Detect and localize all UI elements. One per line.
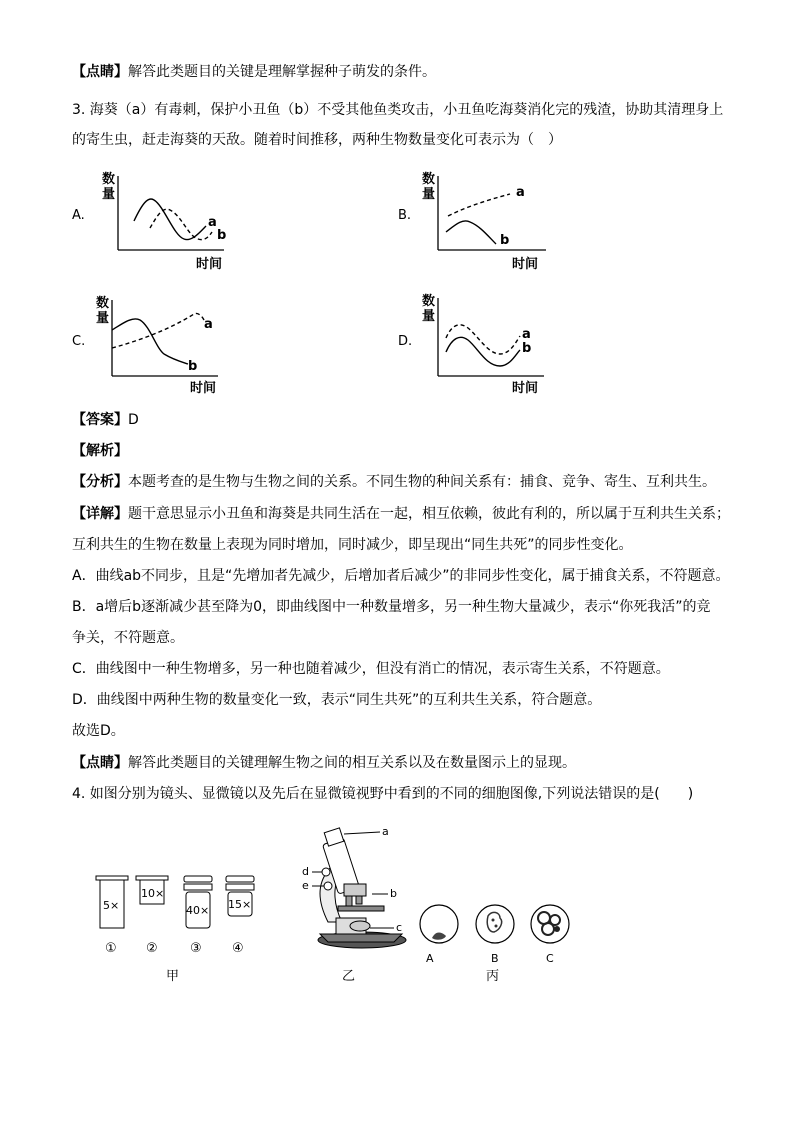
end-tip-text: 解答此类题目的关键理解生物之间的相互关系以及在数量图示上的显现。 [128, 755, 576, 771]
caption-bing: 丙 [486, 969, 500, 984]
graph-c-y-label-2: 量 [96, 311, 110, 326]
microscope-label-a: a [382, 825, 389, 838]
q3-option-c-label: C. [72, 334, 86, 349]
graph-a-series-b: b [217, 228, 227, 243]
graph-a [96, 166, 236, 274]
graph-a-curve-solid [134, 199, 206, 240]
view-c [531, 905, 569, 965]
graph-b [418, 166, 558, 274]
graph-c-series-a: a [204, 317, 213, 332]
answer-value: D [128, 412, 139, 428]
microscope-label-b: b [390, 887, 397, 900]
graph-b-series-b: b [500, 233, 510, 248]
view-c-label: C [546, 952, 554, 965]
graph-c-curve-dashed [112, 313, 204, 348]
view-a-label: A [426, 952, 434, 965]
graph-d-curve-dashed [446, 325, 520, 354]
microscope-label-c: c [396, 921, 403, 934]
graph-c-curve-solid [112, 319, 188, 364]
microscope-label-d: d [302, 865, 309, 878]
graph-c-x-label: 时间 [190, 381, 217, 396]
view-b [476, 905, 514, 965]
graph-d-series-a: a [522, 327, 531, 342]
option-c-explain: C．曲线图中一种生物增多，另一种也随着减少，但没有消亡的情况，表示寄生关系，不符题意。 [72, 661, 670, 677]
lens-4-num: ④ [232, 941, 244, 956]
option-b-explain-1: B．a增后b逐渐减少甚至降为0，即曲线图中一种数量增多，另一种生物大量减少，表示“你死我活”的竞 [72, 599, 711, 615]
q3-option-b-label: B. [398, 208, 412, 223]
graph-d [418, 286, 558, 398]
graph-b-series-a: a [516, 185, 525, 200]
graph-d-y-label-1: 数 [422, 294, 436, 309]
graph-c-series-b: b [188, 359, 198, 374]
tip-text: 解答此类题目的关键是理解掌握种子萌发的条件。 [128, 64, 436, 80]
lens-4-mag: 15× [228, 898, 252, 911]
analysis-tag: 【解析】 [72, 443, 128, 459]
graph-d-series-b: b [522, 341, 532, 356]
q3-stem-line-2: 的寄生虫，赶走海葵的天敌。随着时间推移，两种生物数量变化可表示为（ ） [72, 132, 562, 148]
microscope-label-e: e [302, 879, 309, 892]
graph-b-x-label: 时间 [512, 257, 539, 272]
answer-line [72, 410, 139, 430]
xiangjie-line-1 [72, 504, 730, 524]
option-a-explain: A．曲线ab不同步，且是“先增加者先减少，后增加者后减少”的非同步性变化，属于捕食关系，不符题意。 [72, 568, 730, 584]
lens-2-num: ② [146, 941, 158, 956]
caption-yi: 乙 [342, 969, 356, 984]
fenxi-tag: 【分析】 [72, 474, 128, 490]
lens-2-mag: 10× [141, 887, 165, 900]
answer-tag: 【答案】 [72, 412, 128, 428]
graph-b-curve-solid [446, 221, 496, 244]
graph-a-y-label-2: 量 [102, 187, 116, 202]
graph-a-y-label-1: 数 [102, 172, 116, 187]
graph-b-y-label-1: 数 [422, 172, 436, 187]
q3-stem-line-1: 3. 海葵（a）有毒刺，保护小丑鱼（b）不受其他鱼类攻击，小丑鱼吃海葵消化完的残渣，协助其清理身上 [72, 102, 724, 118]
xiangjie-text-1: 题干意思显示小丑鱼和海葵是共同生活在一起，相互依赖，彼此有利的，所以属于互利共生关系； [128, 506, 730, 522]
option-d-explain: D．曲线图中两种生物的数量变化一致，表示“同生共死”的互利共生关系，符合题意。 [72, 692, 602, 708]
intro-tip [72, 62, 436, 82]
end-tip-tag: 【点睛】 [72, 755, 128, 771]
lens-3 [184, 876, 212, 956]
end-tip [72, 753, 576, 773]
lens-4 [226, 876, 254, 956]
graph-d-x-label: 时间 [512, 381, 539, 396]
lens-3-num: ③ [190, 941, 202, 956]
view-a [420, 905, 458, 965]
graph-b-y-label-2: 量 [422, 187, 436, 202]
fenxi-line [72, 472, 716, 492]
graph-c-y-label-1: 数 [96, 296, 110, 311]
graph-d-y-label-2: 量 [422, 309, 436, 324]
lens-1-mag: 5× [103, 899, 120, 912]
lens-3-mag: 40× [186, 904, 210, 917]
graph-d-curve-solid [446, 337, 520, 366]
lens-1 [96, 876, 128, 956]
view-b-label: B [491, 952, 499, 965]
graph-a-series-a: a [208, 215, 217, 230]
lens-1-num: ① [105, 941, 117, 956]
caption-jia: 甲 [166, 969, 180, 984]
graph-c [92, 290, 232, 398]
tip-tag: 【点睛】 [72, 64, 128, 80]
graph-b-curve-dashed [448, 194, 510, 216]
q3-option-d-label: D. [398, 334, 413, 349]
conclusion: 故选D。 [72, 723, 125, 739]
option-b-explain-2: 争关，不符题意。 [72, 630, 184, 646]
q4-figure [90, 822, 590, 992]
q3-option-a-label: A. [72, 208, 85, 223]
lens-2 [136, 876, 168, 956]
xiangjie-line-2: 互利共生的生物在数量上表现为同时增加，同时减少，即呈现出“同生共死”的同步性变化。 [72, 537, 633, 553]
graph-a-x-label: 时间 [196, 257, 223, 272]
fenxi-text: 本题考查的是生物与生物之间的关系。不同生物的种间关系有：捕食、竞争、寄生、互利共生。 [128, 474, 716, 490]
xiangjie-tag: 【详解】 [72, 506, 128, 522]
graph-a-curve-dashed [150, 209, 212, 239]
q4-stem: 4. 如图分别为镜头、显微镜以及先后在显微镜视野中看到的不同的细胞图像,下列说法错误的是( ) [72, 786, 694, 802]
